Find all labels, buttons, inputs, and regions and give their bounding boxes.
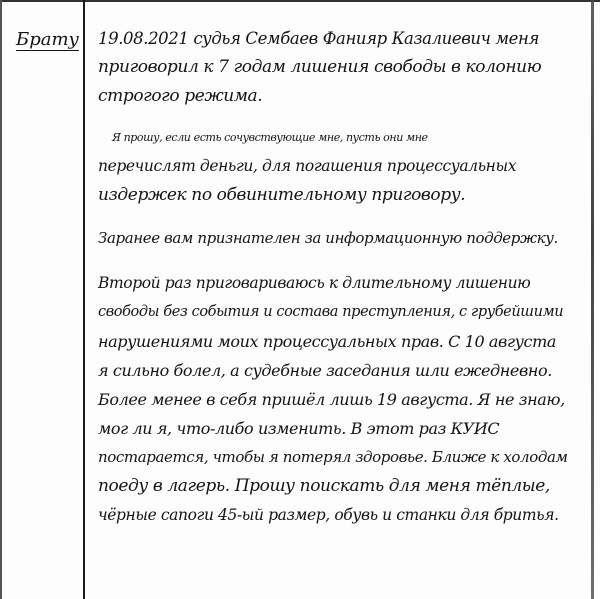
- paragraph-gap: [98, 111, 560, 123]
- margin-line: [83, 0, 85, 599]
- text-line: строгого режима.: [98, 86, 263, 106]
- paragraph-4: [98, 269, 568, 530]
- text-line: мог ли я, что-либо изменить. В этот раз КУИС: [98, 419, 500, 438]
- paragraph-1: [98, 24, 560, 111]
- page-right-edge: [591, 0, 594, 599]
- text-line: нарушениями моих процессуальных прав. С 10 августа: [98, 332, 557, 351]
- text-line: приговорил к 7 годам лишения свободы в колонию: [98, 57, 542, 77]
- paragraph-2: [98, 123, 560, 210]
- text-line: Заранее вам признателен за информационную поддержку.: [98, 229, 558, 247]
- salutation: Брату: [16, 29, 79, 50]
- text-line: поеду в лагерь. Прошу поискать для меня тёплые,: [98, 476, 550, 496]
- text-line: 19.08.2021 судья Сембаев Фанияр Казалиевич меня: [98, 29, 540, 48]
- text-line: перечислят деньги, для погашения процессуальных: [98, 157, 517, 175]
- letter-body: [98, 24, 568, 530]
- text-line: постарается, чтобы я потерял здоровье. Ближе к холодам: [98, 448, 568, 466]
- text-line: свободы без события и состава преступления, с грубейшими: [98, 304, 564, 320]
- text-line: Более менее в себя пришёл лишь 19 августа. Я не знаю,: [98, 390, 565, 409]
- page-left-edge: [0, 0, 2, 599]
- text-line: Второй раз приговариваюсь к длительному лишению: [98, 274, 531, 292]
- text-line: чёрные сапоги 45-ый размер, обувь и станки для бритья.: [98, 506, 559, 524]
- text-line: я сильно болел, а судебные заседания шли ежедневно.: [98, 361, 552, 380]
- paragraph-3: [98, 224, 560, 253]
- text-line: издержек по обвинительному приговору.: [98, 185, 466, 205]
- paragraph-gap: [98, 253, 560, 269]
- page-top-edge: [0, 0, 600, 2]
- text-line: Я прошу, если есть сочувствующие мне, пусть они мне: [112, 131, 428, 144]
- paragraph-gap: [98, 210, 560, 224]
